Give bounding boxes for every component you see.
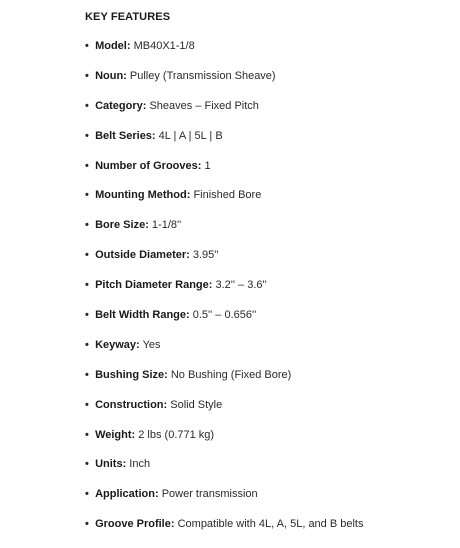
feature-label: Weight:: [95, 428, 136, 441]
feature-item-weight: [85, 427, 452, 443]
feature-value: Solid Style: [170, 398, 223, 411]
feature-label: Category:: [95, 99, 147, 112]
section-heading: KEY FEATURES: [85, 11, 171, 23]
feature-value: 0.5'' – 0.656'': [192, 309, 257, 322]
bullet-icon: •: [85, 488, 89, 501]
feature-item-pitch-diameter-range: [85, 277, 452, 293]
feature-item-noun: [85, 68, 452, 84]
feature-label: Model:: [95, 40, 131, 52]
bullet-icon: •: [85, 69, 89, 82]
feature-label: Mounting Method:: [95, 189, 191, 202]
feature-item-bushing-size: [85, 367, 452, 383]
feature-value: Compatible with 4L, A, 5L, and B belts: [177, 518, 364, 531]
bullet-icon: •: [85, 159, 89, 172]
bullet-icon: •: [85, 428, 89, 441]
feature-item-construction: [85, 397, 452, 413]
feature-item-number-of-grooves: [85, 158, 452, 174]
feature-value: 1-1/8'': [151, 219, 182, 232]
feature-item-groove-profile: [85, 516, 452, 532]
feature-label: Keyway:: [95, 338, 140, 351]
feature-item-application: [85, 486, 452, 502]
feature-label: Bore Size:: [95, 219, 149, 232]
feature-item-outside-diameter: [85, 247, 452, 263]
feature-item-keyway: [85, 337, 452, 353]
feature-label: Pitch Diameter Range:: [95, 279, 213, 292]
feature-label: Units:: [95, 458, 127, 471]
feature-value: 2 lbs (0.771 kg): [138, 428, 215, 441]
feature-value: MB40X1-1/8: [133, 40, 195, 52]
feature-item-bore-size: [85, 217, 452, 233]
feature-label: Application:: [95, 488, 159, 501]
feature-item-model: [85, 38, 452, 54]
feature-value: Yes: [142, 338, 161, 351]
feature-value: Sheaves – Fixed Pitch: [149, 99, 259, 112]
feature-value: 4L | A | 5L | B: [158, 129, 223, 142]
feature-item-belt-width-range: [85, 307, 452, 323]
feature-value: Finished Bore: [193, 189, 262, 202]
feature-value: 3.2'' – 3.6'': [215, 279, 267, 292]
feature-value: 3.95'': [192, 249, 219, 262]
bullet-icon: •: [85, 518, 89, 531]
bullet-icon: •: [85, 40, 89, 52]
key-features-section: [85, 9, 452, 546]
feature-item-category: [85, 98, 452, 114]
feature-item-units: [85, 456, 452, 472]
feature-label: Number of Grooves:: [95, 159, 202, 172]
feature-value: Pulley (Transmission Sheave): [129, 69, 276, 82]
feature-item-mounting-method: [85, 187, 452, 203]
feature-value: No Bushing (Fixed Bore): [170, 368, 292, 381]
feature-list: [85, 38, 452, 532]
bullet-icon: •: [85, 279, 89, 292]
bullet-icon: •: [85, 219, 89, 232]
feature-label: Groove Profile:: [95, 518, 175, 531]
bullet-icon: •: [85, 368, 89, 381]
bullet-icon: •: [85, 99, 89, 112]
feature-value: 1: [204, 159, 211, 172]
feature-item-belt-series: [85, 128, 452, 144]
bullet-icon: •: [85, 189, 89, 202]
feature-label: Belt Width Range:: [95, 309, 190, 322]
feature-label: Belt Series:: [95, 129, 156, 142]
bullet-icon: •: [85, 458, 89, 471]
bullet-icon: •: [85, 338, 89, 351]
feature-label: Outside Diameter:: [95, 249, 190, 262]
bullet-icon: •: [85, 309, 89, 322]
feature-value: Inch: [129, 458, 151, 471]
feature-label: Bushing Size:: [95, 368, 168, 381]
feature-value: Power transmission: [161, 488, 258, 501]
bullet-icon: •: [85, 398, 89, 411]
feature-label: Construction:: [95, 398, 168, 411]
bullet-icon: •: [85, 129, 89, 142]
feature-label: Noun:: [95, 69, 127, 82]
bullet-icon: •: [85, 249, 89, 262]
